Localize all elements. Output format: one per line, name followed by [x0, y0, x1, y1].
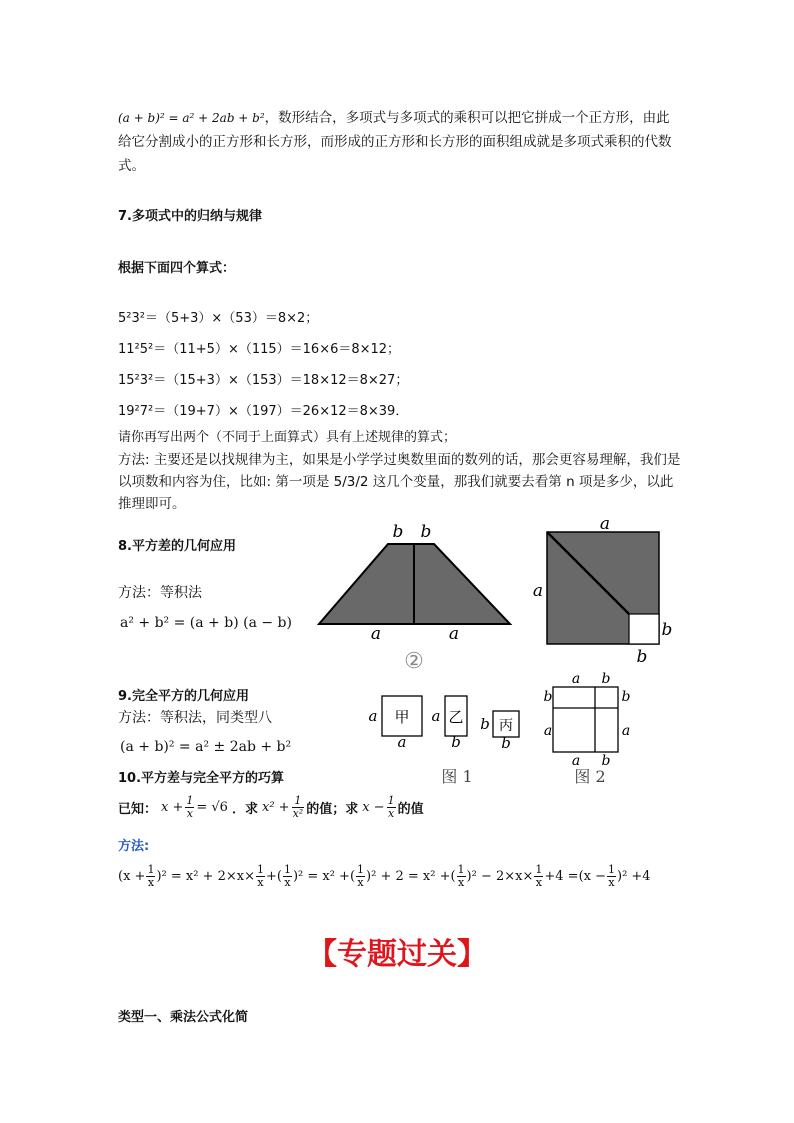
expr-part-8: )² +4 — [617, 868, 651, 884]
expr-part-1: (x + — [118, 868, 146, 884]
intro-formula: (a + b)² = a² + 2ab + b² — [118, 111, 265, 125]
section7-method: 方法: 主要还是以找规律为主，如果是小学学过奥数里面的数列的话，那会更容易理解，我们是以项数和内容为住，比如: 第一项是 5/3/2 这几个变量，那我们就要去看第 n 项是多少，以此推理即可。 — [118, 452, 681, 512]
section7-title: 7.多项式中的归纳与规律 — [118, 209, 262, 224]
expr-frac-6: $\frac{1}{x}$ — [535, 863, 543, 889]
expr-part-4: )² = x² +( — [292, 868, 356, 884]
tile-yi-side: a — [431, 707, 441, 725]
given-x: x + — [161, 799, 184, 815]
section8-method: 方法：等积法 — [118, 585, 202, 601]
section9-formula: (a + b)² = a² ± 2ab + b² — [120, 739, 292, 755]
given-frac-1: $\frac{1}{x}$ — [186, 794, 194, 820]
grid-figure — [538, 668, 638, 788]
given-frac-2: $\frac{1}{\text{x²}}$ — [292, 794, 304, 820]
grid-caption: 图 2 — [574, 767, 606, 786]
given-x2: x² + — [261, 799, 290, 815]
given-frac-3: $\frac{1}{x}$ — [387, 794, 395, 820]
square-label-bottom: b — [636, 647, 648, 667]
expr-frac-7: $\frac{1}{x}$ — [608, 863, 615, 889]
expr-frac-4: $\frac{1}{x}$ — [357, 863, 365, 889]
expr-part-3: +( — [265, 868, 282, 884]
grid-label-left1: b — [543, 689, 553, 705]
section7-line-3: 15²3²＝（15+3）×（153）＝18×12＝8×27； — [118, 373, 409, 388]
tile-yi-bottom: b — [451, 733, 461, 751]
expr-part-7: +4 =(x − — [544, 868, 606, 884]
grid-label-bottom2: b — [601, 753, 611, 769]
section7-line-4: 19²7²＝（19+7）×（197）＝26×12＝8×39． — [118, 404, 409, 419]
expr-frac-2: $\frac{1}{x}$ — [256, 863, 264, 889]
section9-method: 方法：等积法，同类型八 — [118, 710, 272, 726]
tile-bing-bottom: b — [501, 734, 511, 752]
type1-title: 类型一、乘法公式化简 — [118, 1010, 249, 1025]
grid-label-left2: a — [543, 723, 553, 739]
section7-ask: 请你再写出两个（不同于上面算式）具有上述规律的算式； — [118, 430, 457, 445]
expr-part-6: )² − 2×x× — [466, 868, 534, 884]
trapezoid-label-b1: b — [392, 522, 404, 542]
grid-label-right2: a — [621, 723, 631, 739]
tile-jia-side: a — [368, 707, 378, 725]
expr-frac-3: $\frac{1}{x}$ — [283, 863, 291, 889]
section10-expression — [118, 864, 651, 888]
section8-title: 8.平方差的几何应用 — [118, 539, 236, 554]
section7-lead: 根据下面四个算式： — [118, 261, 236, 276]
trapezoid-caption: ② — [404, 649, 424, 674]
given-eq: = √6 — [196, 799, 228, 815]
given-ask1: ．求 — [231, 801, 258, 817]
section7-line-1: 5²3²＝（5+3）×（53）＝8×2； — [118, 311, 319, 326]
trapezoid-label-b2: b — [420, 522, 432, 542]
square-label-right: b — [661, 620, 673, 640]
given-end: 的值 — [397, 801, 424, 817]
intro-paragraph — [118, 106, 678, 178]
trapezoid-label-a1: a — [370, 624, 382, 644]
square-label-top: a — [599, 514, 611, 534]
expr-frac-1: $\frac{1}{x}$ — [147, 863, 155, 889]
tile-jia-label: 甲 — [394, 708, 410, 726]
grid-label-top1: a — [571, 671, 581, 687]
section10-given — [118, 795, 424, 819]
expr-part-2: )² = x² + 2×x× — [156, 868, 255, 884]
given-xm: x − — [362, 799, 385, 815]
small-square-cutout — [629, 614, 659, 644]
grid-outer — [553, 687, 618, 752]
tile-yi-label: 乙 — [448, 708, 464, 726]
square-figure — [528, 514, 678, 670]
section9-title: 9.完全平方的几何应用 — [118, 689, 249, 704]
trapezoid-label-a2: a — [448, 624, 460, 644]
section7-line-2: 11²5²＝（11+5）×（115）＝16×6＝8×12； — [118, 342, 401, 357]
grid-label-right1: b — [621, 689, 631, 705]
tile-jia-bottom: a — [397, 733, 407, 751]
intro-text: ，数形结合，多项式与多项式的乘积可以把它拼成一个正方形，由此给它分割成小的正方形和长方形，而形成的正方形和长方形的面积组成就是多项式乘积的代数式。 — [118, 110, 672, 174]
given-mid: 的值；求 — [306, 801, 359, 817]
given-prefix: 已知： — [118, 801, 158, 817]
section8-formula: a² + b² = (a + b) (a − b) — [120, 615, 292, 631]
expr-frac-5: $\frac{1}{x}$ — [457, 863, 465, 889]
section10-method-label: 方法: — [118, 839, 150, 854]
tiles-figure — [362, 688, 532, 788]
tiles-caption: 图 1 — [441, 767, 473, 786]
expr-part-5: )² + 2 = x² +( — [366, 868, 456, 884]
grid-label-bottom1: a — [571, 753, 581, 769]
section10-title: 10.平方差与完全平方的巧算 — [118, 771, 285, 786]
grid-label-top2: b — [601, 671, 611, 687]
trapezoid-figure — [312, 518, 518, 676]
tile-bing-side: b — [480, 715, 490, 733]
square-label-left: a — [532, 581, 544, 601]
section-banner: 【专题过关】 — [307, 937, 487, 972]
tile-bing-label: 丙 — [499, 718, 513, 734]
